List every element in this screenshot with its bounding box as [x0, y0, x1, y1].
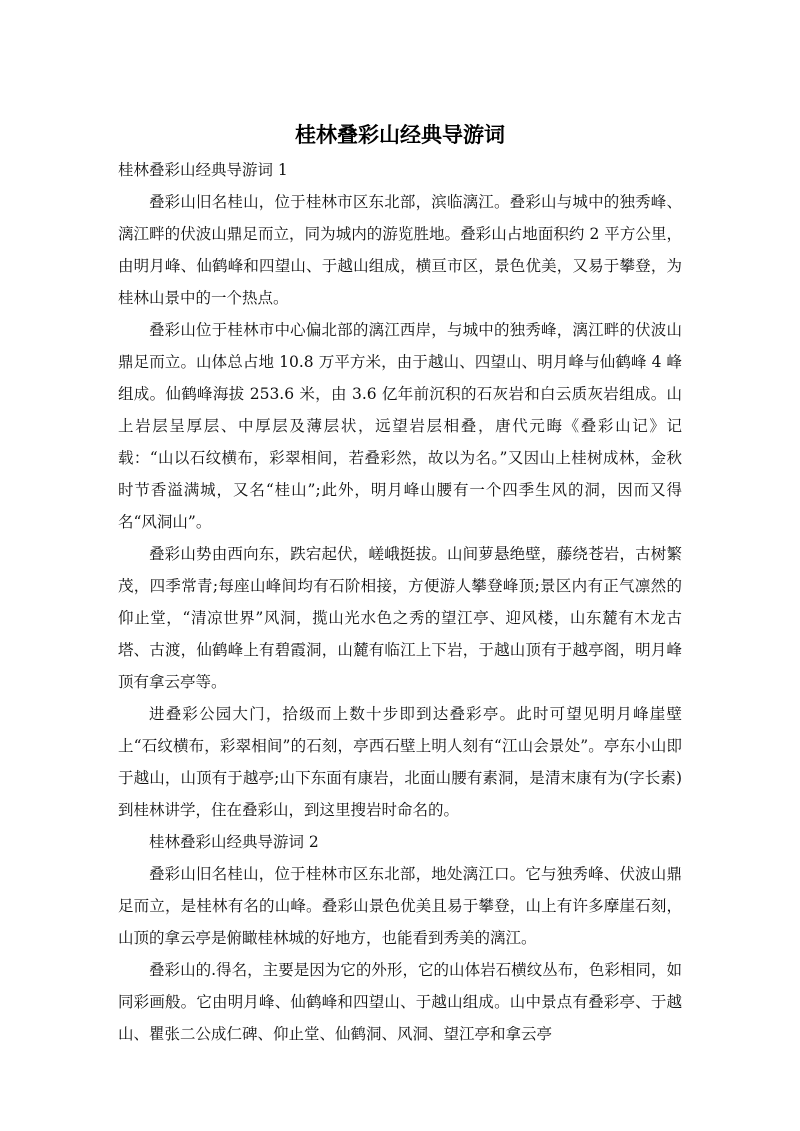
paragraph: 叠彩山旧名桂山，位于桂林市区东北部，滨临漓江。叠彩山与城中的独秀峰、漓江畔的伏波山鼎足而立，同为城内的游览胜地。叠彩山占地面积约 2 平方公里，由明月峰、仙鹤峰和四望山、于越山组成，横亘市区，景色优美，又易于攀登，为桂林山景中的一个热点。 — [118, 193, 682, 307]
paragraph: 叠彩山位于桂林市中心偏北部的漓江西岸，与城中的独秀峰，漓江畔的伏波山鼎足而立。山体总占地 10.8 万平方米，由于越山、四望山、明月峰与仙鹤峰 4 峰组成。仙鹤峰海拔 253.6 米，由 3.6 亿年前沉积的石灰岩和白云质灰岩组成。山上岩层呈厚层、中厚层及薄层状，远望岩层相叠，唐代元晦《叠彩山记》记载：“山以石纹横布，彩翠相间，若叠彩然，故以为名。”又因山上桂树成林，金秋时节香溢满城，又名“桂山”;此外，明月峰山腰有一个四季生风的洞，因而又得名“风洞山”。 — [118, 321, 682, 531]
section-2 — [118, 826, 682, 1050]
document-title: 桂林叠彩山经典导游词 — [295, 123, 505, 147]
paragraph: 进叠彩公园大门，拾级而上数十步即到达叠彩亭。此时可望见明月峰崖壁上“石纹横布，彩翠相间”的石刻，亭西石壁上明人刻有“江山会景处”。亭东小山即于越山，山顶有于越亭;山下东面有康岩，北面山腰有素洞，是清末康有为(字长素)到桂林讲学，住在叠彩山，到这里搜岩时命名的。 — [118, 705, 682, 819]
paragraph: 叠彩山势由西向东，跌宕起伏，嵯峨挺拔。山间萝悬绝壁，藤绕苍岩，古树繁茂，四季常青;每座山峰间均有石阶相接，方便游人攀登峰顶;景区内有正气凛然的仰止堂，“清凉世界”风洞，揽山光水色之秀的望江亭、迎风楼，山东麓有木龙古塔、古渡，仙鹤峰上有碧霞洞，山麓有临江上下岩，于越山顶有于越亭阁，明月峰顶有拿云亭等。 — [118, 545, 682, 691]
paragraph: 叠彩山旧名桂山，位于桂林市区东北部，地处漓江口。它与独秀峰、伏波山鼎足而立，是桂林有名的山峰。叠彩山景色优美且易于攀登，山上有许多摩崖石刻，山顶的拿云亭是俯瞰桂林城的好地方，也能看到秀美的漓江。 — [118, 865, 682, 947]
paragraph: 叠彩山的.得名，主要是因为它的外形，它的山体岩石横纹丛布，色彩相同，如同彩画般。它由明月峰、仙鹤峰和四望山、于越山组成。山中景点有叠彩亭、于越山、瞿张二公成仁碑、仰止堂、仙鹤洞、风洞、望江亭和拿云亭 — [118, 961, 682, 1043]
section-heading: 桂林叠彩山经典导游词 1 — [118, 161, 288, 179]
section-heading: 桂林叠彩山经典导游词 2 — [149, 833, 319, 851]
section-1 — [118, 154, 682, 826]
